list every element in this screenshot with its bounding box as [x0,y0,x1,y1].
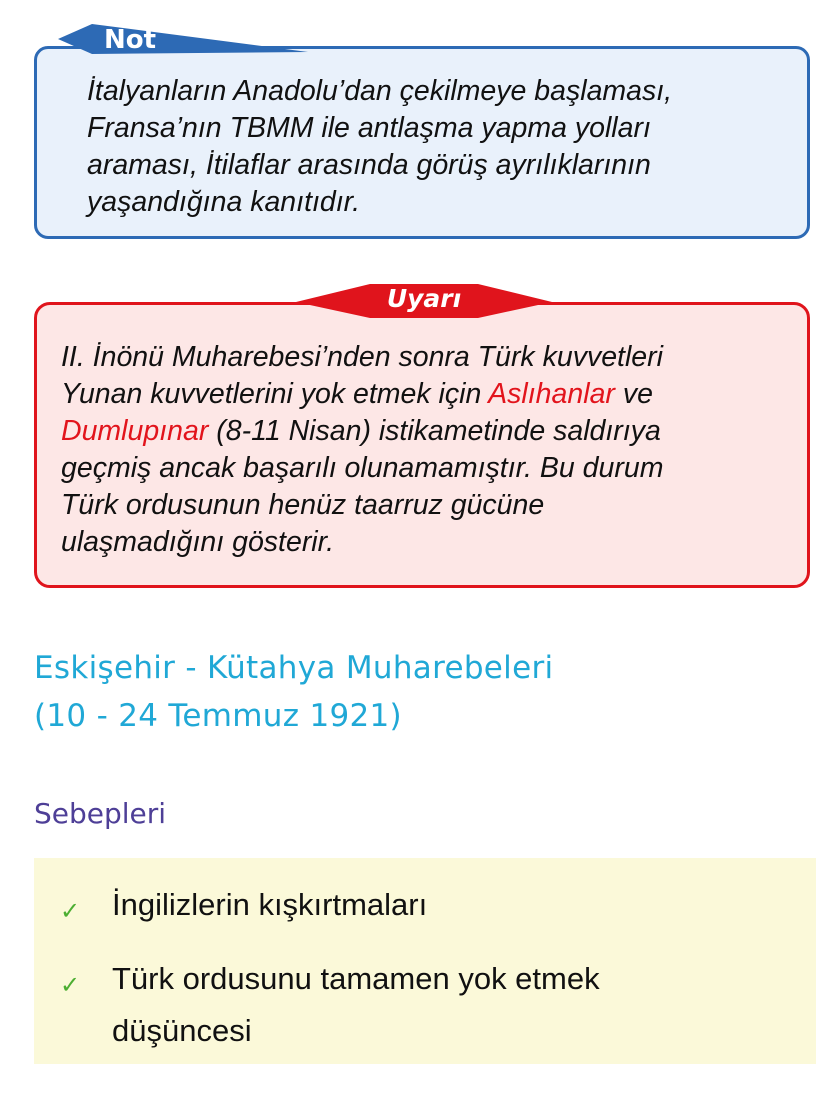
warning-line: Türk ordusunun henüz taarruz gücüne [61,489,545,521]
list-item-text: düşüncesi [112,1013,252,1048]
reasons-list [34,858,816,1064]
list-item-text: Türk ordusunu tamamen yok etmek [112,961,600,996]
warning-text: ve [614,378,653,410]
note-line: Fransa’nın TBMM ile antlaşma yapma yolları [87,112,651,144]
note-tab-label: Not [104,25,157,55]
check-icon: ✓ [60,971,81,999]
highlight-dumlupinar: Dumlupınar [61,415,209,447]
warning-line: ulaşmadığını gösterir. [61,526,334,558]
check-icon: ✓ [60,897,81,925]
warning-line [61,376,787,413]
warning-text: Yunan kuvvetlerini yok etmek için [61,378,489,410]
note-line: araması, İtilaflar arasında görüş ayrılıklarının [87,149,651,181]
section-title-line: (10 - 24 Temmuz 1921) [34,698,402,734]
warning-line: II. İnönü Muharebesi’nden sonra Türk kuvvetleri [61,341,663,373]
note-tab-banner [58,22,308,56]
warning-tab-label: Uyarı [386,284,462,313]
note-line: yaşandığına kanıtıdır. [87,186,361,218]
warning-text: (8-11 Nisan) istikametinde saldırıya [208,415,661,447]
section-title-line: Eskişehir - Kütahya Muharebeleri [34,650,554,686]
reasons-title: Sebepleri [34,797,167,830]
section-title [34,648,553,736]
warning-line: geçmiş ancak başarılı olunamamıştır. Bu durum [61,452,664,484]
warning-box [34,302,810,588]
warning-line [61,413,787,450]
note-line: İtalyanların Anadolu’dan çekilmeye başlaması, [87,75,673,107]
list-item-text: İngilizlerin kışkırtmaları [112,887,428,922]
highlight-aslihanlar: Aslıhanlar [488,378,615,410]
note-box [34,46,810,239]
